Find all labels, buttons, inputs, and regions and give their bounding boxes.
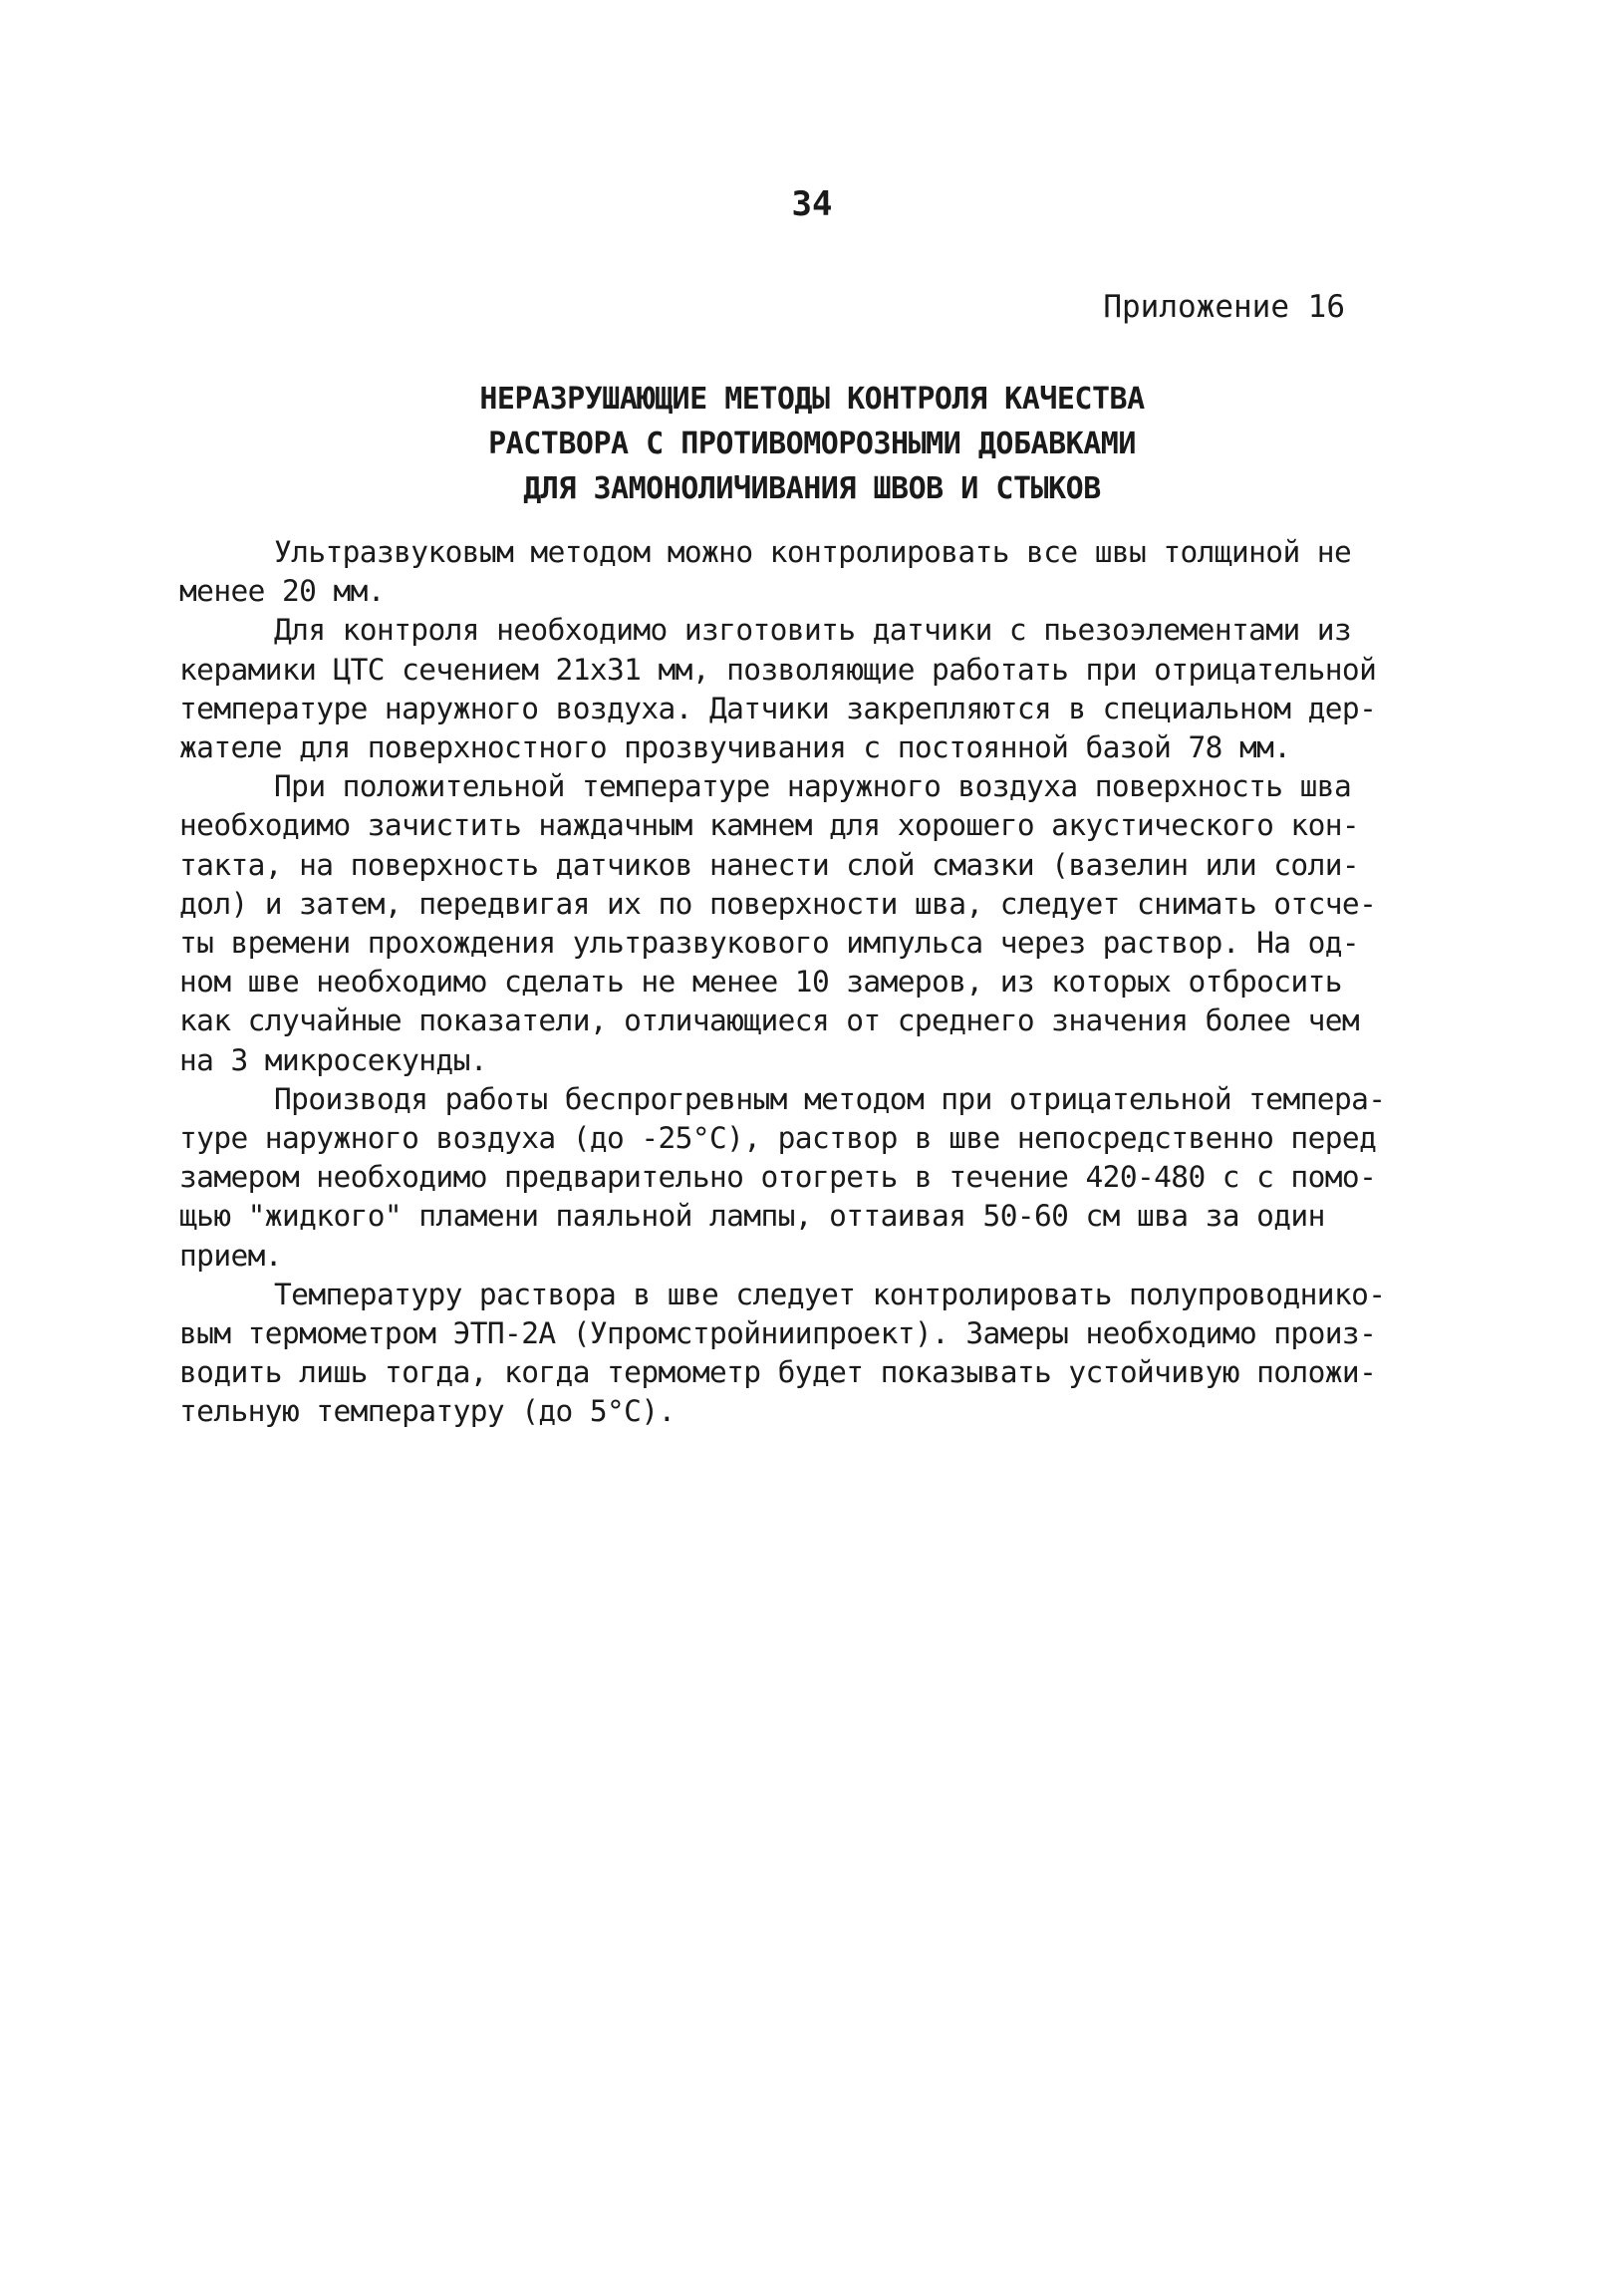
document-title <box>0 377 1624 511</box>
text-line: жателе для поверхностного прозвучивания с постоянной базой 78 мм. <box>179 730 1291 765</box>
text-line: необходимо зачистить наждачным камнем для хорошего акустического кон- <box>179 808 1360 843</box>
paragraph-negative-temperature <box>179 1080 1455 1276</box>
paragraph-positive-temperature <box>179 767 1455 1080</box>
text-line: туре наружного воздуха (до -25°С), раствор в шве непосредственно перед <box>179 1121 1377 1156</box>
text-line: прием. <box>179 1238 282 1273</box>
title-line-1: НЕРАЗРУШАЮЩИЕ МЕТОДЫ КОНТРОЛЯ КАЧЕСТВА <box>479 382 1145 417</box>
text-line: керамики ЦТС сечением 21х31 мм, позволяющие работать при отрицательной <box>179 652 1377 687</box>
text-line: Температуру раствора в шве следует контролировать полупроводнико- <box>274 1277 1386 1311</box>
text-line: как случайные показатели, отличающиеся от среднего значения более чем <box>179 1004 1360 1038</box>
document-body <box>179 533 1455 1432</box>
text-line: дол) и затем, передвигая их по поверхности шва, следует снимать отсче- <box>179 886 1377 921</box>
paragraph-thermometer <box>179 1276 1455 1432</box>
text-line: ном шве необходимо сделать не менее 10 замеров, из которых отбросить <box>179 965 1342 1000</box>
text-line: При положительной температуре наружного воздуха поверхность шва <box>274 769 1352 804</box>
text-line: на 3 микросекунды. <box>179 1042 487 1077</box>
page-number: 34 <box>791 184 833 224</box>
text-line: такта, на поверхность датчиков нанести слой смазки (вазелин или соли- <box>179 847 1360 882</box>
text-line: тельную температуру (до 5°С). <box>179 1394 676 1429</box>
paragraph-sensors <box>179 611 1455 767</box>
text-line: водить лишь тогда, когда термометр будет показывать устойчивую положи- <box>179 1355 1377 1390</box>
title-line-2: РАСТВОРА С ПРОТИВОМОРОЗНЫМИ ДОБАВКАМИ <box>488 427 1136 461</box>
text-line: температуре наружного воздуха. Датчики закрепляются в специальном дер- <box>179 691 1377 725</box>
text-line: вым термометром ЭТП-2А (Упромстройниипроект). Замеры необходимо произ- <box>179 1316 1377 1351</box>
text-line: Ультразвуковым методом можно контролировать все швы толщиной не <box>274 535 1352 569</box>
title-line-3: ДЛЯ ЗАМОНОЛИЧИВАНИЯ ШВОВ И СТЫКОВ <box>523 471 1101 506</box>
text-line: щью "жидкого" пламени паяльной лампы, оттаивая 50-60 см шва за один <box>179 1199 1325 1234</box>
text-line: Для контроля необходимо изготовить датчики с пьезоэлементами из <box>274 613 1352 648</box>
text-line: Производя работы беспрогревным методом при отрицательной темпера- <box>274 1081 1386 1116</box>
text-line: замером необходимо предварительно отогреть в течение 420-480 с с помо- <box>179 1160 1377 1195</box>
appendix-label: Приложение 16 <box>1103 289 1345 325</box>
text-line: ты времени прохождения ультразвукового импульса через раствор. На од- <box>179 926 1360 961</box>
text-line: менее 20 мм. <box>179 574 385 609</box>
paragraph-ultrasonic <box>179 533 1455 611</box>
